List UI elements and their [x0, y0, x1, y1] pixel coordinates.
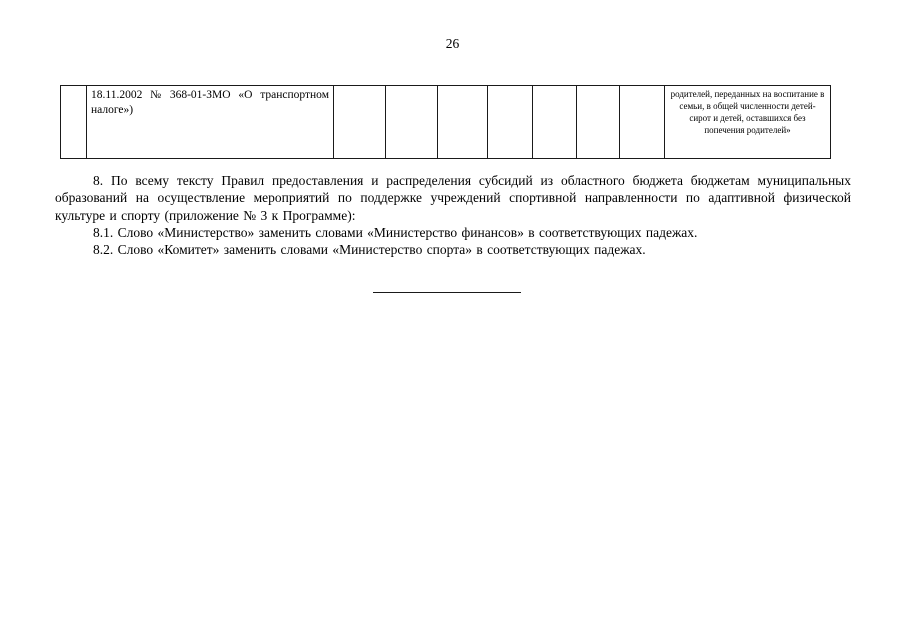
amendments-table: [60, 85, 831, 159]
table-cell-empty: [577, 86, 620, 159]
paragraph-8-1: 8.1. Слово «Министерство» заменить словами «Министерство финансов» в соответствующих падежах.: [93, 224, 698, 240]
page-number: 26: [445, 36, 460, 51]
table-cell-empty: [620, 86, 665, 159]
table-cell-empty: [488, 86, 533, 159]
table-row: [61, 86, 831, 159]
table-cell-empty: [334, 86, 386, 159]
table-cell-empty-left: [61, 86, 87, 159]
table-cell-empty: [386, 86, 438, 159]
table-cell-empty: [533, 86, 577, 159]
section-separator-line: [373, 292, 521, 293]
paragraph-8: 8. По всему тексту Правил предоставления и распределения субсидий из областного бюджета бюджетам муниципальных образований на осуществление мероприятий по поддержке учреждений спортивной направленности по адаптивной физической культуре и спорту (приложение № 3 к Программе):: [55, 173, 851, 223]
body-text-block: [55, 172, 851, 258]
table-cell-law-reference: 18.11.2002 № 368-01-ЗМО «О транспортном налоге»): [87, 86, 334, 159]
table-cell-empty: [438, 86, 488, 159]
table-cell-indicator-note: родителей, переданных на воспитание в семьи, в общей численности детей-сирот и детей, оставшихся без попечения родителей»: [665, 86, 831, 159]
paragraph-8-2: 8.2. Слово «Комитет» заменить словами «Министерство спорта» в соответствующих падежах.: [93, 242, 646, 258]
